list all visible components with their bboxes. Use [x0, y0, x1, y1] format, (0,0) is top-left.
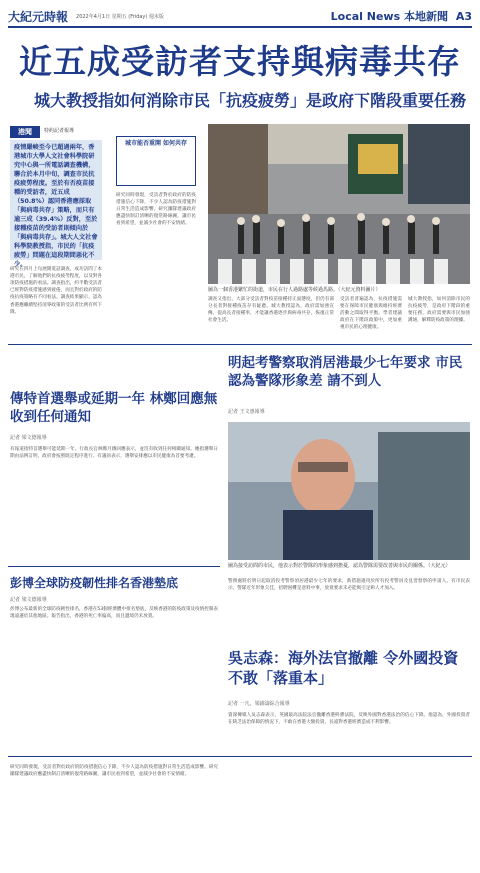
masthead: [8, 6, 472, 28]
story2-headline: 明起考警察取消居港最少七年要求 市民認為警隊形象差 請不到人: [228, 355, 463, 390]
story3-body: 有報道指特首選舉可能延期一年，行政長官林鄭月娥回應表示，並沒有收到任何相關通知。她指選舉日期由法例訂明，政府會按照既定程序進行。有議員表示，選舉安排應以市民健康為首要考慮。: [10, 447, 218, 460]
bottom-left-body: 研究同時發現，受訪者對於政府的防疫措施信心下降，不少人認為防疫措施對日常生活造成影響。研究團隊建議政府應盡快制訂清晰的復常路線圖，讓市民看到希望，並減少社會的不安情緒。: [10, 765, 218, 778]
section-tag: 港聞: [10, 126, 40, 138]
story4-headline: 彭博全球防疫韌性排名香港墊底: [10, 576, 179, 590]
street-photo-caption: 圖為一個香港繁忙的街道，市民在行人過路處等候過馬路。（大紀元資料圖片）: [208, 287, 381, 293]
lead-column-5: 城大教授指，如何消除市民的抗疫疲勞，是政府下階段的重要任務，政府需要與市民加強溝通，解釋防疫政策的理據。: [408, 297, 470, 324]
story4-byline: 記者 梁文德報導: [10, 597, 47, 603]
story5-body: 資深傳媒人吳志森表示，英國最高法院法官撤離香港終審法院，反映外國對香港法治的信心下降。他認為，外國投資者在缺乏法治保障的情況下，不敢在香港大額投資，長遠對香港經濟造成不利影響。: [228, 713, 470, 726]
story5-byline: 記者 一凡、梁錦濤綜合報導: [228, 701, 290, 707]
story2-body: 警務處將於明日起取消投考警察須居港最少七年的要求，新措施適用於所有投考警員及見習督察的申請人。有市民表示，警隊近年形象欠佳，招聘困難是意料中事，放寬要求未必能吸引足夠人才加入。: [228, 579, 470, 592]
section-tag-sub: 特約記者報導: [44, 128, 75, 134]
story5-headline: 吳志森：海外法官撤離 令外國投資不敢「落重本」: [228, 649, 459, 688]
sidebar-box: [116, 136, 196, 186]
section-label: [331, 8, 472, 24]
street-photo: [208, 124, 470, 284]
lead-summary: 疫情嚴峻至今已超過兩年，香港城市大學人文社會科學院研究中心與一所電話調查機構，聯合於本月中旬，調查市民抗疫疲勞程度。至於有否疫苗接種的受訪者，近五成（50.8%）認同香港應採取「與病毒共存」策略，而只有逾三成（39.4%）反對，至於接種疫苗的受訪者則傾向於「與病毒共存」。城大人文社會科學院教授指，市民的「抗疫疲勞」問題在這段期間惡化不少。: [10, 140, 102, 260]
section-divider: [8, 344, 472, 345]
story3-byline: 記者 梁文德報導: [10, 435, 47, 441]
lead-column-2: 研究同時發現，受訪者對於政府的防疫措施信心下降，不少人認為防疫措施對日常生活造成影響。研究團隊建議政府應盡快制訂清晰的復常路線圖，讓市民看到希望，並減少社會的不安情緒。: [116, 193, 196, 227]
lead-column-3: 調查又指出，大部分受訪者對疫苗接種持正面態度，但仍有部分長者對接種疫苗存有疑慮。城大教授認為，政府需加強宣傳，提高長者接種率，才能讓香港逐步與病毒共存，恢復正常社會生活。: [208, 297, 334, 324]
page-number: A3: [455, 10, 472, 23]
lead-headline: 近五成受訪者支持與病毒共存: [19, 42, 461, 81]
lead-column-4: 受訪者普遍認為，抗疫措施需要在保障市民健康與維持經濟活動之間取得平衡。學者建議政府在下階段政策中，更加重視市民的心理健康。: [340, 297, 402, 331]
interviewee-photo: [228, 422, 470, 560]
section-zh: 本地新聞: [403, 10, 448, 23]
issue-date: 2022年4月1日 星期五 (Friday) 週末版: [76, 13, 164, 20]
left-divider: [8, 566, 220, 567]
lead-subhead: 城大教授指如何消除市民「抗疫疲勞」是政府下階段重要任務: [33, 91, 466, 110]
story3-headline: 傳特首選舉或延期一年 林鄭回應無收到任何通知: [10, 391, 218, 426]
lead-column-1: 研究在四月上旬展開電話調查，成功訪問了本港市民，了解他們的抗疫疲勞程度，以及對各項防疫措施的看法。調查指出，約半數受訪者已經對防疫措施感到疲倦，而且對於政府的防疫抗疫策略有不同看法。調查結果顯示，認為香港應繼續堅持清零政策的受訪者比例有所下降。: [10, 267, 102, 315]
story2-byline: 記者 王文惠報導: [228, 409, 265, 415]
section-en: Local News: [330, 10, 401, 23]
interviewee-photo-caption: 圖為接受訪問的市民，他表示對於警隊的形象感到擔憂，認為警隊需要改善與市民的關係。（大紀元）: [228, 563, 451, 569]
sidebar-box-title: 城市能否重開 如何共存: [124, 140, 188, 147]
newspaper-logo: 大紀元時報: [8, 9, 69, 24]
story4-body: 彭博公布最新的全球防疫韌性排名，香港在53個經濟體中排名墊底，反映香港的防疫政策及疫情控制表現遠遜於其他地區。報告指出，香港的死亡率偏高，而且邊境仍未放寬。: [10, 607, 218, 620]
